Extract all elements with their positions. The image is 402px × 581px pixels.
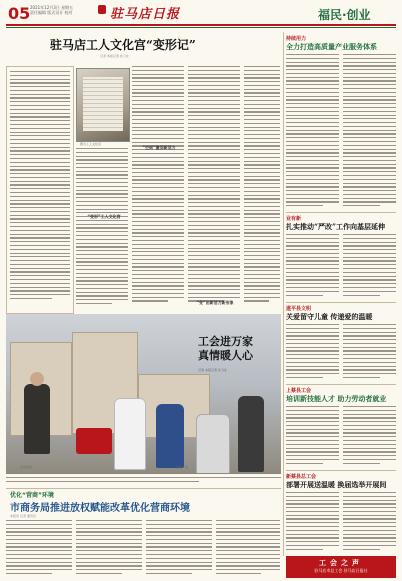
lead-box [6,66,74,314]
right-article-3-title: 关爱留守儿童 传递爱的温暖 [286,312,373,321]
right-divider-3 [286,384,396,385]
section-name: 福民·创业 [318,8,371,22]
masthead: 驻马店日报 [110,7,181,22]
main-subhead-3: “变”出新活力新形象 [196,300,234,305]
column-divider [283,32,284,556]
right-article-5-title: 部署开展送温暖 换届选举开展间 [286,480,387,489]
bottom-col-1 [6,520,72,578]
date-line-2: 责任编辑 版式设计 校对 [30,10,73,15]
main-col-1 [76,148,128,312]
header-rule-thin [6,27,396,28]
right-article-3-tag: 遂平县文明 [286,306,312,312]
right-article-1-subtitle: 持续用力 [286,36,307,42]
photo-caption: 图为工人文化宫 [80,142,102,146]
feature-caption-right: 活动一角 [176,465,189,469]
right-article-1-title: 全力打造高质量产业服务体系 [286,42,377,51]
right-article-2-col-2 [343,234,396,300]
right-divider-4 [286,470,396,471]
feature-title [198,335,253,363]
masthead-logo-icon [98,5,106,14]
right-article-3-col-2 [343,324,396,382]
main-article-byline: 记者 本报记者 实习生 [100,54,129,58]
right-article-5-col-1 [286,492,339,552]
footer-title: 工会之声 [319,559,363,567]
feature-title-line-2: 真情暖人心 [198,349,253,362]
header-rule [6,24,396,26]
main-col-2 [132,66,184,312]
footer-subtitle: 驻马店市总工会 驻马店日报社 [314,568,368,573]
right-article-1-col-1 [286,54,339,210]
feature-text [6,473,281,487]
right-article-2-tag: 业有新 [286,216,302,222]
right-article-2-col-1 [286,234,339,300]
main-article-title: 驻马店工人文化宫“变形记” [50,38,196,52]
feature-divider [6,488,281,489]
feature-byline: 记者 本报记者 实习生 [198,368,227,372]
lead-text [10,71,70,309]
article-photo [76,68,130,142]
right-article-3-col-1 [286,324,339,382]
right-article-5-tag: 新蔡县总工会 [286,474,317,480]
date-line-1: 2021年12月3日 星期五 [30,5,74,10]
right-article-4-col-1 [286,406,339,468]
bottom-col-4 [216,520,280,578]
bottom-col-2 [76,520,142,578]
main-subhead-2: “空间”激活新活力 [142,145,176,150]
page-header [0,0,402,36]
main-col-4 [244,66,280,312]
right-article-4-tag: 上蔡县工会 [286,388,312,394]
right-divider-2 [286,302,396,303]
right-divider-1 [286,212,396,213]
bottom-article-title: 市商务局推进放权赋能改革优化营商环境 [10,503,190,514]
bottom-col-3 [146,520,212,578]
right-article-1-col-2 [343,54,396,210]
right-article-2-title: 扎实推动“严改”工作向基层延伸 [286,222,386,231]
right-article-5-col-2 [343,492,396,552]
date-line [30,5,90,15]
bottom-article-byline: 本报讯 记者 通讯员 [10,514,36,518]
feature-title-line-1: 工会进万家 [198,335,253,348]
right-article-4-col-2 [343,406,396,468]
bottom-article-tag: 优化“营商”环境 [10,492,54,499]
main-col-3 [188,66,240,312]
feature-caption-left: 活动现场 [20,465,33,469]
page-number: 05 [8,4,31,23]
footer-banner [286,556,396,578]
main-subhead-1: “变形”工人文化宫 [87,214,121,219]
right-article-4-title: 培训新技能人才 助力劳动者就业 [286,394,387,403]
